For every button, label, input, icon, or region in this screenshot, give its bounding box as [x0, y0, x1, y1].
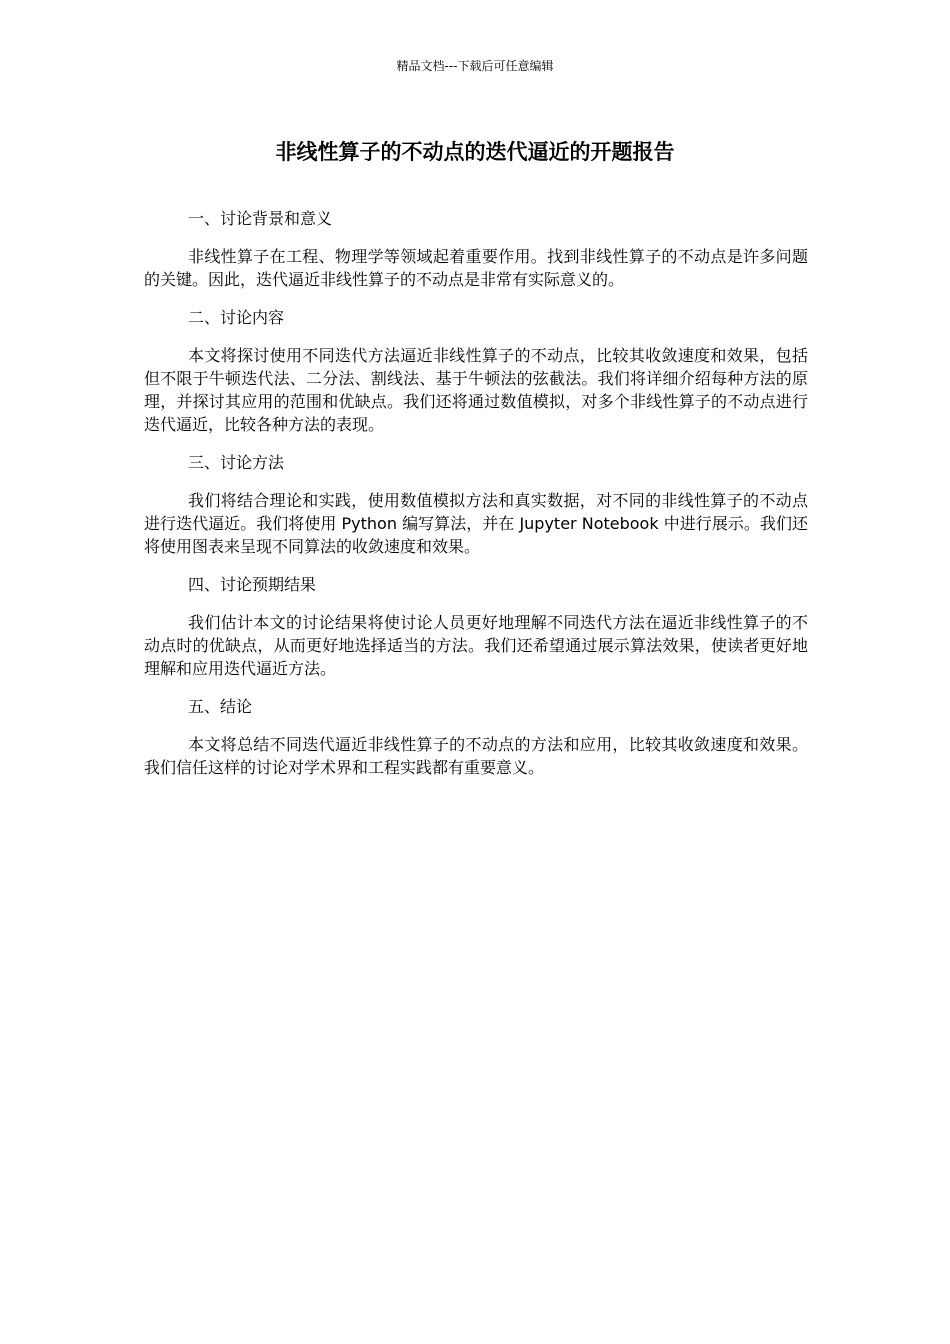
section-heading-expected-results: 四、讨论预期结果 — [188, 575, 317, 594]
section-body-conclusion: 本文将总结不同迭代逼近非线性算子的不动点的方法和应用，比较其收敛速度和效果。我们信任这样的讨论对学术界和工程实践都有重要意义。 — [144, 735, 808, 777]
document-title: 非线性算子的不动点的迭代逼近的开题报告 — [275, 140, 675, 164]
section-heading-background: 一、讨论背景和意义 — [188, 209, 333, 228]
section-body-content: 本文将探讨使用不同迭代方法逼近非线性算子的不动点，比较其收敛速度和效果，包括但不限于牛顿迭代法、二分法、割线法、基于牛顿法的弦截法。我们将详细介绍每种方法的原理，并探讨其应用的范围和优缺点。我们还将通过数值模拟，对多个非线性算子的不动点进行迭代逼近，比较各种方法的表现。 — [144, 346, 808, 434]
section-body-background: 非线性算子在工程、物理学等领域起着重要作用。找到非线性算子的不动点是许多问题的关键。因此，迭代逼近非线性算子的不动点是非常有实际意义的。 — [144, 247, 808, 289]
section-body-expected-results: 我们估计本文的讨论结果将使讨论人员更好地理解不同迭代方法在逼近非线性算子的不动点时的优缺点，从而更好地选择适当的方法。我们还希望通过展示算法效果，使读者更好地理解和应用迭代逼近方法。 — [144, 613, 808, 678]
section-body-method: 我们将结合理论和实践，使用数值模拟方法和真实数据，对不同的非线性算子的不动点进行迭代逼近。我们将使用 Python 编写算法，并在 Jupyter Notebook 中进行展示。我们还将使用图表来呈现不同算法的收敛速度和效果。 — [144, 491, 808, 556]
section-heading-conclusion: 五、结论 — [188, 697, 253, 716]
header-note: 精品文档---下载后可任意编辑 — [396, 59, 554, 73]
section-heading-method: 三、讨论方法 — [188, 453, 285, 472]
section-heading-content: 二、讨论内容 — [188, 308, 285, 327]
document-body — [144, 207, 808, 794]
